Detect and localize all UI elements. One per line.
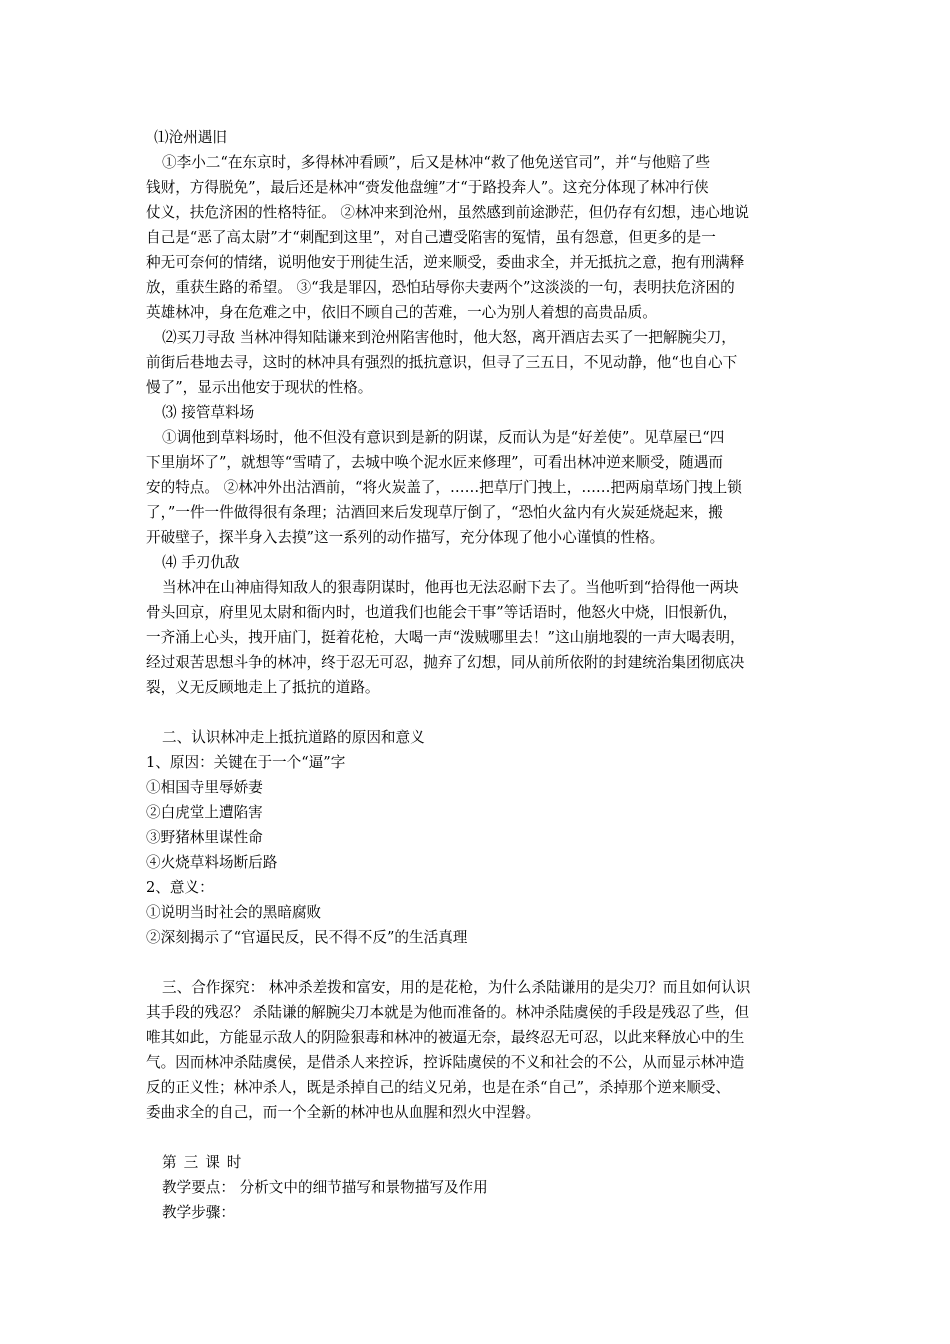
meaning-title: 2、意义： [146,879,214,896]
paragraph-line: 种无可奈何的情绪，说明他安于刑徒生活，逆来顺受，委曲求全，并无抵抗之意，抱有刑满释 [146,254,745,271]
reason-item: ①相国寺里辱娇妻 [146,779,263,796]
paragraph-line: 前街后巷地去寻，这时的林冲具有强烈的抵抗意识，但寻了三五日，不见动静，他“也自心下 [146,354,738,371]
part2-heading: 二、认识林冲走上抵抗道路的原因和意义 [162,729,425,746]
section-heading-grassfield: ⑶ 接管草料场 [162,404,255,421]
part3-paragraph-line: 气。因而林冲杀陆虞侯，是借杀人来控诉，控诉陆虞侯的不义和社会的不公，从而显示林冲造 [146,1054,745,1071]
paragraph-line: 开破壁子，探半身入去摸”这一系列的动作描写，充分体现了他小心谨慎的性格。 [146,529,665,546]
reason-title: 1、原因：关键在于一个“逼”字 [146,754,346,771]
reason-item: ②白虎堂上遭陷害 [146,804,263,821]
part3-paragraph-line: 三、合作探究： 林冲杀差拨和富安，用的是花枪，为什么杀陆谦用的是尖刀？而且如何认识 [162,979,751,996]
paragraph-line: 下里崩坏了”，就想等“雪晴了，去城中唤个泥水匠来修理”，可看出林冲逆来顺受，随遇而 [146,454,723,471]
paragraph-line: 慢了”，显示出他安于现状的性格。 [146,379,373,396]
meaning-item: ②深刻揭示了“官逼民反，民不得不反”的生活真理 [146,929,468,946]
blank-line [146,950,806,975]
reason-item: ④火烧草料场断后路 [146,854,278,871]
paragraph-line: 骨头回京，府里见太尉和衙内时，也道我们也能会干事”等话语时，他怒火中烧，旧恨新仇， [146,604,738,621]
teaching-steps: 教学步骤： [162,1204,235,1221]
paragraph-line: 当林冲在山神庙得知敌人的狠毒阴谋时，他再也无法忍耐下去了。当他听到“拾得他一两块 [162,579,739,596]
part3-paragraph-line: 反的正义性；林冲杀人，既是杀掉自己的结义兄弟，也是在杀“自己”，杀掉那个逆来顺受、 [146,1079,731,1096]
meaning-item: ①说明当时社会的黑暗腐败 [146,904,322,921]
paragraph-line: 裂，义无反顾地走上了抵抗的道路。 [146,679,380,696]
paragraph-line: 经过艰苦思想斗争的林冲，终于忍无可忍，抛弃了幻想，同从前所依附的封建统治集团彻底决 [146,654,745,671]
paragraph-line: 钱财，方得脱免”，最后还是林冲“赍发他盘缠”才“于路投奔人”。这充分体现了林冲行侠 [146,179,709,196]
blank-line [146,700,806,725]
paragraph-line: ①李小二“在东京时，多得林冲看顾”，后又是林冲“救了他免送官司”，并“与他赔了些 [162,154,711,171]
part3-paragraph-line: 其手段的残忍？ 杀陆谦的解腕尖刀本就是为他而准备的。林冲杀陆虞侯的手段是残忍了些，但 [146,1004,749,1021]
paragraph-line: 安的特点。 ②林冲外出沽酒前，“将火炭盖了，……把草厅门拽上，……把两扇草场门拽上锁 [146,479,742,496]
blank-line [146,1125,806,1150]
paragraph-line: 放，重获生路的希望。 ③“我是罪囚，恐怕玷辱你夫妻两个”这淡淡的一句，表明扶危济困的 [146,279,735,296]
paragraph-line: 了，”一件一件做得很有条理；沽酒回来后发现草厅倒了，“恐怕火盆内有火炭延烧起来，搬 [146,504,723,521]
paragraph-line: 一齐涌上心头，拽开庙门，挺着花枪，大喝一声“泼贼哪里去！”这山崩地裂的一声大喝表明， [146,629,745,646]
part3-paragraph-line: 委曲求全的自己，而一个全新的林冲也从血腥和烈火中涅磐。 [146,1104,541,1121]
paragraph-line: 仗义，扶危济困的性格特征。 ②林冲来到沧州，虽然感到前途渺茫，但仍存有幻想，违心地说 [146,204,749,221]
part3-paragraph-line: 唯其如此，方能显示敌人的阴险狠毒和林冲的被逼无奈，最终忍无可忍，以此来释放心中的生 [146,1029,745,1046]
reason-item: ③野猪林里谋性命 [146,829,263,846]
teaching-points: 教学要点： 分析文中的细节描写和景物描写及作用 [162,1179,488,1196]
paragraph-line: ⑵买刀寻敌 当林冲得知陆谦来到沧州陷害他时，他大怒，离开酒店去买了一把解腕尖刀， [162,329,736,346]
paragraph-line: 英雄林冲，身在危难之中，依旧不顾自己的苦难，一心为别人着想的高贵品质。 [146,304,657,321]
paragraph-line: ①调他到草料场时，他不但没有意识到是新的阴谋，反而认为是“好差使”。见草屋已“四 [162,429,725,446]
lesson-title: 第三课时 [162,1154,249,1171]
document-body [146,125,806,1225]
paragraph-line: 自己是“恶了高太尉”才“刺配到这里”，对自己遭受陷害的冤情，虽有怨意，但更多的是一 [146,229,716,246]
section-heading-revenge: ⑷ 手刃仇敌 [162,554,240,571]
section-heading-cangzhou: ⑴沧州遇旧 [154,129,227,146]
